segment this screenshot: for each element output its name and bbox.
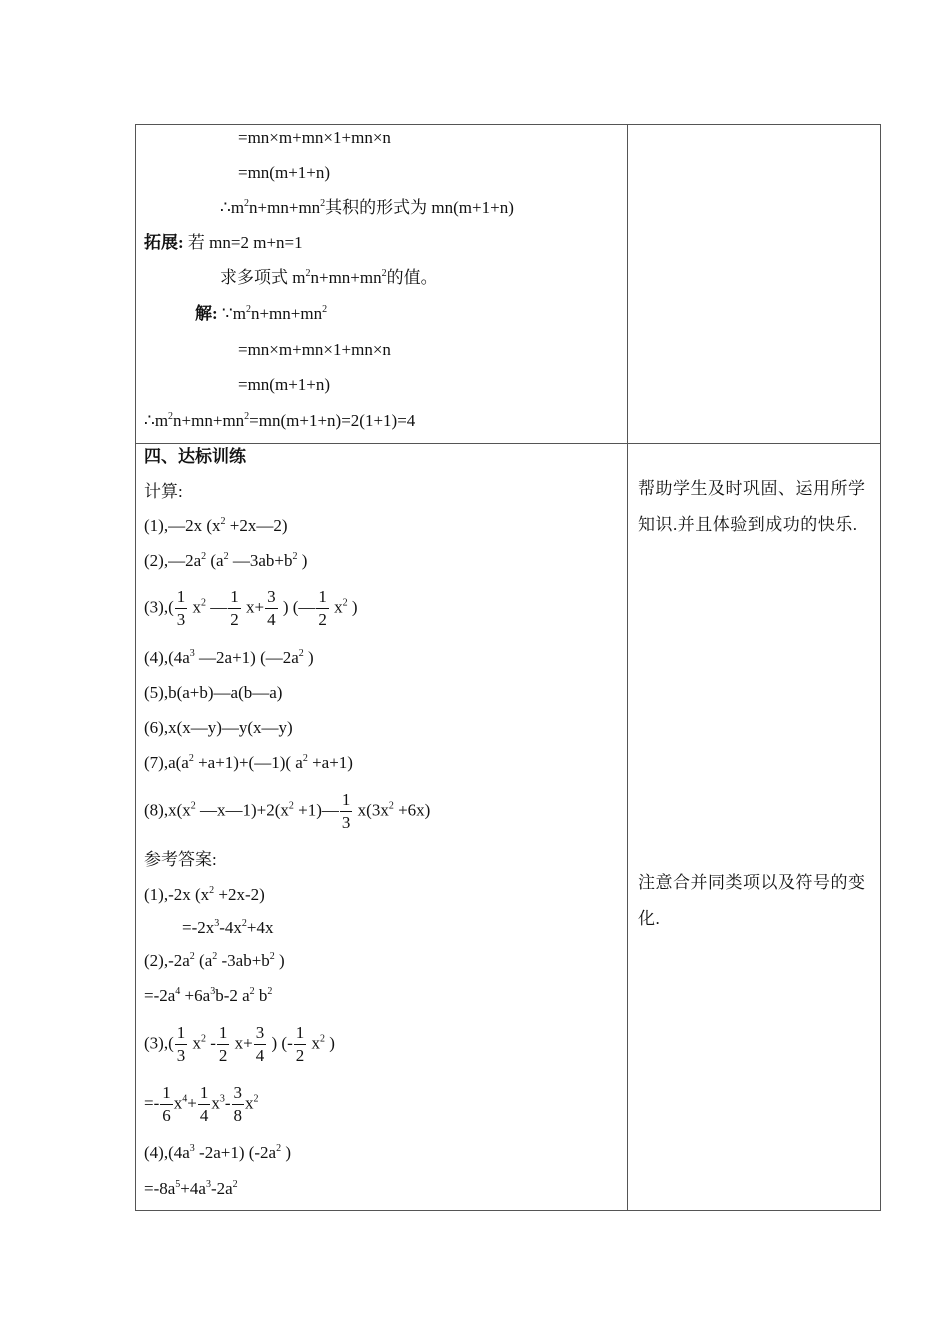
question-line: 求多项式 $m^2n+mn+mn^2$的值。 xyxy=(220,268,438,287)
exercise-7: $(7),a(a^2$ +a+1)+(—1)( $a^2 +a+1$) xyxy=(144,753,353,772)
exercise-4: $(4),(4a^3$ —2a+1) ($—2a^2$ ) xyxy=(144,648,314,667)
answer-4: $(4),(4a^3$ -2a+1) ($-2a^2$ ) xyxy=(144,1143,292,1162)
exercise-2: $(2),—2a^2$ ($a^2$ $—3ab+b^2$ ) xyxy=(144,551,308,570)
teaching-note-1: 帮助学生及时巩固、运用所学知识.并且体验到成功的快乐. xyxy=(638,479,866,534)
result-line: $\therefore m^2n+mn+mn^2=mn(m+1+n)=2(1+1)=4$ xyxy=(144,411,416,430)
answer-2: $(2),-2a^2$ ($a^2$ $-3ab+b^2$ ) xyxy=(144,951,285,970)
answers-label: 参考答案: xyxy=(144,850,217,869)
row-divider xyxy=(135,443,881,444)
solution-line: 解: $\because m^2n+mn+mn^2$ xyxy=(195,304,328,323)
answer-3-result: =- $\frac{1}{6}$ $x^4+$ $\frac{1}{4}$ $x^3-$ $\frac{3}{8}$ $x^2$ xyxy=(144,1083,259,1125)
answer-1: (1),-2x $(x^2 +2x-2)$ xyxy=(144,885,265,904)
exercise-1: (1),—2x ($x^2$ +2x—2) xyxy=(144,516,288,535)
exercise-5: (5),b(a+b)—a(b—a) xyxy=(144,683,283,702)
calc-label: 计算: xyxy=(144,482,183,501)
exercise-8: $(8),x(x^2$ $—x—1)+2(x^2$ +1)— $\frac{1}{3}$ $x(3x^2 +6x)$ xyxy=(144,790,431,832)
extension-line: 拓展: 若 mn=2 m+n=1 xyxy=(144,233,303,252)
step-line: =mn×m+mn×1+mn×n xyxy=(238,128,391,147)
step-line: =mn(m+1+n) xyxy=(238,163,331,182)
step-line: =mn×m+mn×1+mn×n xyxy=(238,340,391,359)
answer-4-result: $=-8a^5+4a^3-2a^2$ xyxy=(144,1179,238,1198)
answer-1-result: $=-2x^3-4x^2+4x$ xyxy=(182,918,274,937)
exercise-3: (3),( $\frac{1}{3}$ $x^2$ — $\frac{1}{2}$ x+ $\frac{3}{4}$ ) (— $\frac{1}{2}$ $x^2$ ) xyxy=(144,587,358,629)
exercise-6: (6),x(x—y)—y(x—y) xyxy=(144,718,293,737)
answer-2-result: $=-2a^4 +6a^3b-2$ $a^2$ $b^2$ xyxy=(144,986,273,1005)
teaching-note-2: 注意合并同类项以及符号的变化. xyxy=(638,873,866,928)
answer-3: (3),( $\frac{1}{3}$ $x^2$ - $\frac{1}{2}$ x+ $\frac{3}{4}$ ) (- $\frac{1}{2}$ $x^2$ ) xyxy=(144,1023,335,1065)
column-divider xyxy=(627,124,628,1211)
step-line: =mn(m+1+n) xyxy=(238,375,331,394)
conclusion-line: $\therefore m^2n+mn+mn^2$其积的形式为 mn(m+1+n) xyxy=(220,198,514,217)
section-heading: 四、达标训练 xyxy=(144,447,246,466)
